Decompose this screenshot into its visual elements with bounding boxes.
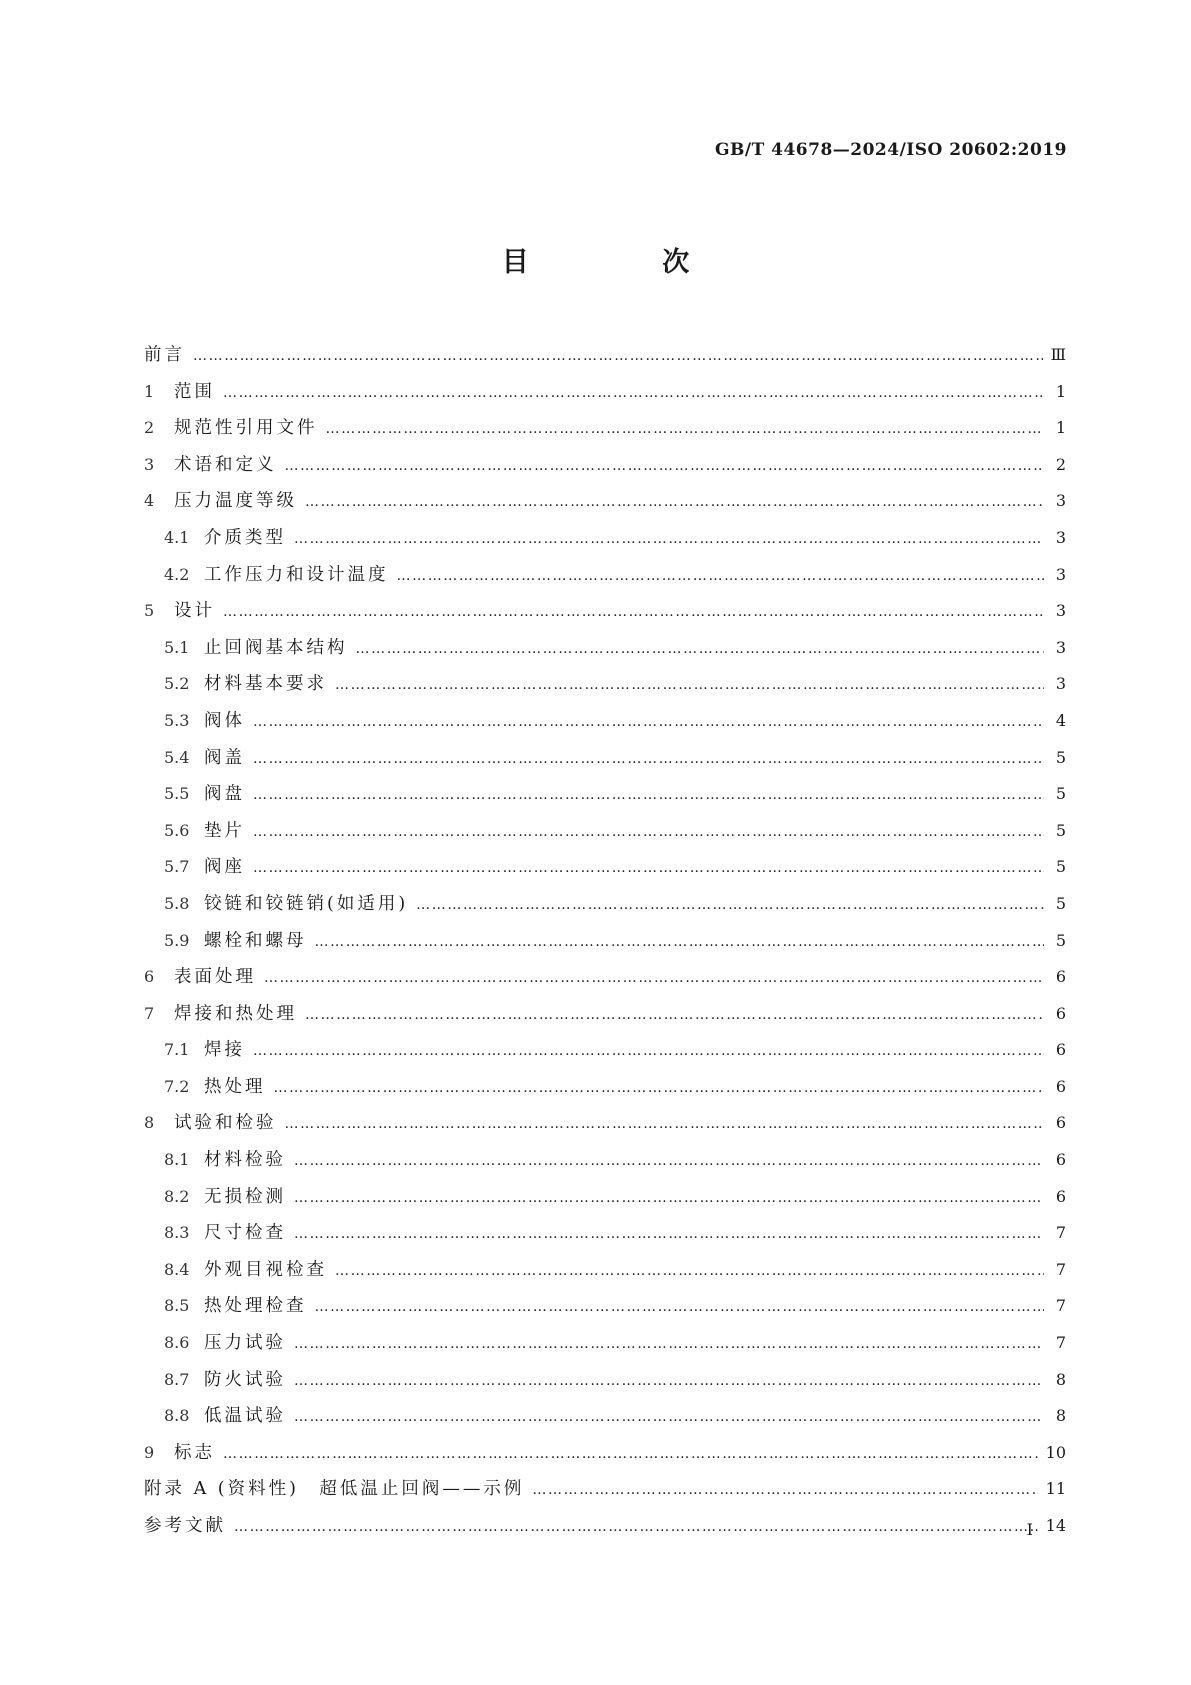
toc-dot-leader: [315, 1289, 1045, 1326]
toc-entry-page: 3: [1055, 637, 1066, 657]
toc-dot-leader: [315, 924, 1045, 961]
toc-entry[interactable]: [144, 996, 1066, 1033]
footer-page-number: I: [1026, 1520, 1033, 1539]
toc-entry-label: 阀座: [204, 857, 245, 878]
toc-dot-leader: [193, 338, 1043, 375]
toc-entry-label: 介质类型: [204, 527, 286, 548]
toc-dot-leader: [397, 558, 1045, 595]
toc-entry-label: 热处理检查: [204, 1296, 307, 1317]
toc-entry-page: 3: [1055, 527, 1066, 547]
toc-entry-page: 7: [1055, 1259, 1066, 1279]
toc-dot-leader: [253, 1033, 1044, 1070]
toc-entry[interactable]: [144, 886, 1066, 923]
toc-entry-page: 5: [1055, 747, 1066, 767]
toc-entry-label: 热处理: [204, 1076, 266, 1097]
toc-entry-page: 7: [1055, 1333, 1066, 1353]
toc-entry-page: 6: [1055, 1113, 1066, 1133]
toc-entry-number: 8.5: [164, 1296, 190, 1316]
toc-entry-number: 1: [144, 381, 155, 401]
toc-entry-page: 10: [1045, 1442, 1066, 1462]
toc-entry[interactable]: [144, 337, 1066, 374]
toc-dot-leader: [416, 887, 1044, 924]
toc-entry[interactable]: [144, 776, 1066, 813]
toc-entry-number: 8.4: [164, 1259, 190, 1279]
toc-entry[interactable]: [144, 959, 1066, 996]
toc-entry-page: 2: [1055, 454, 1066, 474]
toc-entry-page: 5: [1055, 820, 1066, 840]
toc-entry-label: 止回阀基本结构: [204, 637, 348, 658]
toc-entry[interactable]: [144, 1325, 1066, 1362]
toc-entry-label: 无损检测: [204, 1186, 286, 1207]
toc-dot-leader: [223, 375, 1044, 412]
toc-dot-leader: [253, 777, 1044, 814]
toc-entry[interactable]: [144, 557, 1066, 594]
toc-entry[interactable]: [144, 1032, 1066, 1069]
toc-entry-number: 9: [144, 1442, 155, 1462]
toc-entry-page: 7: [1055, 1296, 1066, 1316]
toc-dot-leader: [294, 521, 1044, 558]
toc-entry-page: 6: [1055, 967, 1066, 987]
toc-dot-leader: [335, 1253, 1044, 1290]
toc-entry-label: 压力温度等级: [174, 491, 297, 512]
toc-entry-number: 4.2: [164, 564, 190, 584]
toc-entry[interactable]: [144, 1142, 1066, 1179]
toc-entry-number: 5.4: [164, 747, 190, 767]
toc-entry-label: 阀盖: [204, 747, 245, 768]
toc-entry[interactable]: [144, 1471, 1066, 1508]
toc-dot-leader: [253, 704, 1044, 741]
toc-entry-label: 材料检验: [204, 1150, 286, 1171]
toc-entry[interactable]: [144, 1508, 1066, 1545]
toc-entry-label: 前言: [144, 345, 185, 365]
toc-entry-page: 5: [1055, 784, 1066, 804]
toc-dot-leader: [294, 1180, 1044, 1217]
toc-entry[interactable]: [144, 1069, 1066, 1106]
toc-entry-label: 术语和定义: [174, 454, 277, 475]
toc-entry-label: 表面处理: [174, 967, 256, 988]
toc-entry[interactable]: [144, 447, 1066, 484]
toc-dot-leader: [305, 997, 1044, 1034]
toc-entry-label: 工作压力和设计温度: [204, 564, 389, 585]
toc-dot-leader: [285, 448, 1045, 485]
toc-entry-page: 8: [1055, 1369, 1066, 1389]
toc-entry-label: 参考文献: [144, 1516, 226, 1536]
toc-entry[interactable]: [144, 483, 1066, 520]
page-title: 目 次: [501, 247, 752, 278]
toc-entry-label: 设计: [174, 601, 215, 622]
toc-dot-leader: [253, 850, 1044, 887]
toc-entry-page: 8: [1055, 1406, 1066, 1426]
toc-entry[interactable]: [144, 1215, 1066, 1252]
toc-entry-number: 6: [144, 967, 155, 987]
toc-entry[interactable]: [144, 1362, 1066, 1399]
toc-entry-number: 5.7: [164, 857, 190, 877]
toc-dot-leader: [264, 960, 1044, 997]
toc-entry-label: 焊接和热处理: [174, 1003, 297, 1024]
toc-entry-label: 标志: [174, 1442, 215, 1463]
toc-entry[interactable]: [144, 923, 1066, 960]
toc-entry[interactable]: [144, 374, 1066, 411]
toc-dot-leader: [223, 594, 1044, 631]
toc-entry-page: 14: [1045, 1516, 1066, 1535]
toc-entry-page: 1: [1055, 418, 1066, 438]
toc-entry[interactable]: [144, 703, 1066, 740]
toc-entry-label: 外观目视检查: [204, 1259, 327, 1280]
toc-dot-leader: [532, 1472, 1037, 1509]
toc-entry[interactable]: [144, 410, 1066, 447]
toc-entry-number: 5.8: [164, 893, 190, 913]
table-of-contents: [144, 337, 1066, 1545]
toc-entry-label: 阀体: [204, 710, 245, 731]
standard-code: GB/T 44678—2024/ISO 20602:2019: [714, 140, 1067, 160]
toc-entry-number: 8.8: [164, 1406, 190, 1426]
toc-entry-number: 5.3: [164, 710, 190, 730]
toc-entry[interactable]: [144, 1105, 1066, 1142]
toc-entry-number: 8.6: [164, 1333, 190, 1353]
toc-entry-page: 6: [1055, 1003, 1066, 1023]
toc-dot-leader: [335, 667, 1044, 704]
toc-entry-page: 6: [1055, 1076, 1066, 1096]
toc-dot-leader: [294, 1363, 1044, 1400]
toc-entry-page: 6: [1055, 1150, 1066, 1170]
toc-dot-leader: [294, 1143, 1044, 1180]
toc-entry[interactable]: [144, 666, 1066, 703]
toc-entry[interactable]: [144, 1252, 1066, 1289]
toc-dot-leader: [294, 1216, 1044, 1253]
toc-entry-number: 7.1: [164, 1040, 190, 1060]
toc-entry-number: 5.6: [164, 820, 190, 840]
toc-entry-page: 11: [1045, 1479, 1066, 1499]
toc-entry-page: 3: [1055, 564, 1066, 584]
toc-dot-leader: [253, 741, 1044, 778]
toc-entry-page: 4: [1055, 710, 1066, 730]
toc-dot-leader: [234, 1509, 1038, 1546]
toc-entry-number: 5.5: [164, 784, 190, 804]
toc-entry-page: 5: [1055, 857, 1066, 877]
toc-entry-label: 范围: [174, 381, 215, 402]
toc-dot-leader: [253, 814, 1044, 851]
toc-entry-page: 3: [1055, 491, 1066, 511]
toc-entry-label: 焊接: [204, 1040, 245, 1061]
toc-entry[interactable]: [144, 630, 1066, 667]
toc-entry-number: 2: [144, 418, 155, 438]
toc-entry-page: 5: [1055, 930, 1066, 950]
toc-entry-number: 4: [144, 491, 155, 511]
toc-entry-page: 3: [1055, 674, 1066, 694]
toc-entry-page: Ⅲ: [1050, 345, 1066, 364]
toc-entry-label: 尺寸检查: [204, 1223, 286, 1244]
toc-entry[interactable]: [144, 520, 1066, 557]
toc-entry-page: 5: [1055, 893, 1066, 913]
toc-entry-label: 附录 A (资料性) 超低温止回阀——示例: [144, 1479, 525, 1500]
toc-entry-page: 7: [1055, 1223, 1066, 1243]
toc-entry-page: 3: [1055, 601, 1066, 621]
toc-entry-number: 8: [144, 1113, 155, 1133]
toc-entry-number: 8.1: [164, 1150, 190, 1170]
toc-entry-label: 低温试验: [204, 1406, 286, 1427]
toc-entry-label: 规范性引用文件: [174, 418, 318, 439]
toc-entry-page: 6: [1055, 1040, 1066, 1060]
toc-dot-leader: [294, 1399, 1044, 1436]
toc-entry-number: 4.1: [164, 527, 190, 547]
toc-entry-number: 7: [144, 1003, 155, 1023]
toc-dot-leader: [274, 1070, 1045, 1107]
toc-entry-number: 5.9: [164, 930, 190, 950]
toc-dot-leader: [356, 631, 1045, 668]
toc-entry[interactable]: [144, 740, 1066, 777]
toc-entry-number: 5.1: [164, 637, 190, 657]
toc-entry[interactable]: [144, 1179, 1066, 1216]
toc-entry-label: 材料基本要求: [204, 674, 327, 695]
toc-entry-number: 7.2: [164, 1076, 190, 1096]
toc-dot-leader: [294, 1326, 1044, 1363]
toc-entry-label: 防火试验: [204, 1369, 286, 1390]
toc-entry[interactable]: [144, 813, 1066, 850]
toc-entry-number: 3: [144, 454, 155, 474]
toc-entry[interactable]: [144, 849, 1066, 886]
toc-dot-leader: [326, 411, 1045, 448]
toc-entry-label: 阀盘: [204, 784, 245, 805]
toc-entry-number: 8.7: [164, 1369, 190, 1389]
toc-entry-label: 垫片: [204, 820, 245, 841]
toc-dot-leader: [223, 1436, 1038, 1473]
toc-entry-label: 压力试验: [204, 1333, 286, 1354]
toc-entry-number: 5.2: [164, 674, 190, 694]
toc-entry[interactable]: [144, 1288, 1066, 1325]
toc-entry-label: 螺栓和螺母: [204, 930, 307, 951]
toc-entry-number: 8.3: [164, 1223, 190, 1243]
toc-entry-number: 8.2: [164, 1186, 190, 1206]
toc-entry[interactable]: [144, 593, 1066, 630]
toc-entry-label: 铰链和铰链销(如适用): [204, 893, 409, 914]
toc-entry-label: 试验和检验: [174, 1113, 277, 1134]
toc-dot-leader: [305, 484, 1044, 521]
toc-entry[interactable]: [144, 1435, 1066, 1472]
toc-dot-leader: [285, 1106, 1045, 1143]
toc-entry-page: 1: [1055, 381, 1066, 401]
toc-entry-number: 5: [144, 601, 155, 621]
toc-entry[interactable]: [144, 1398, 1066, 1435]
toc-entry-page: 6: [1055, 1186, 1066, 1206]
